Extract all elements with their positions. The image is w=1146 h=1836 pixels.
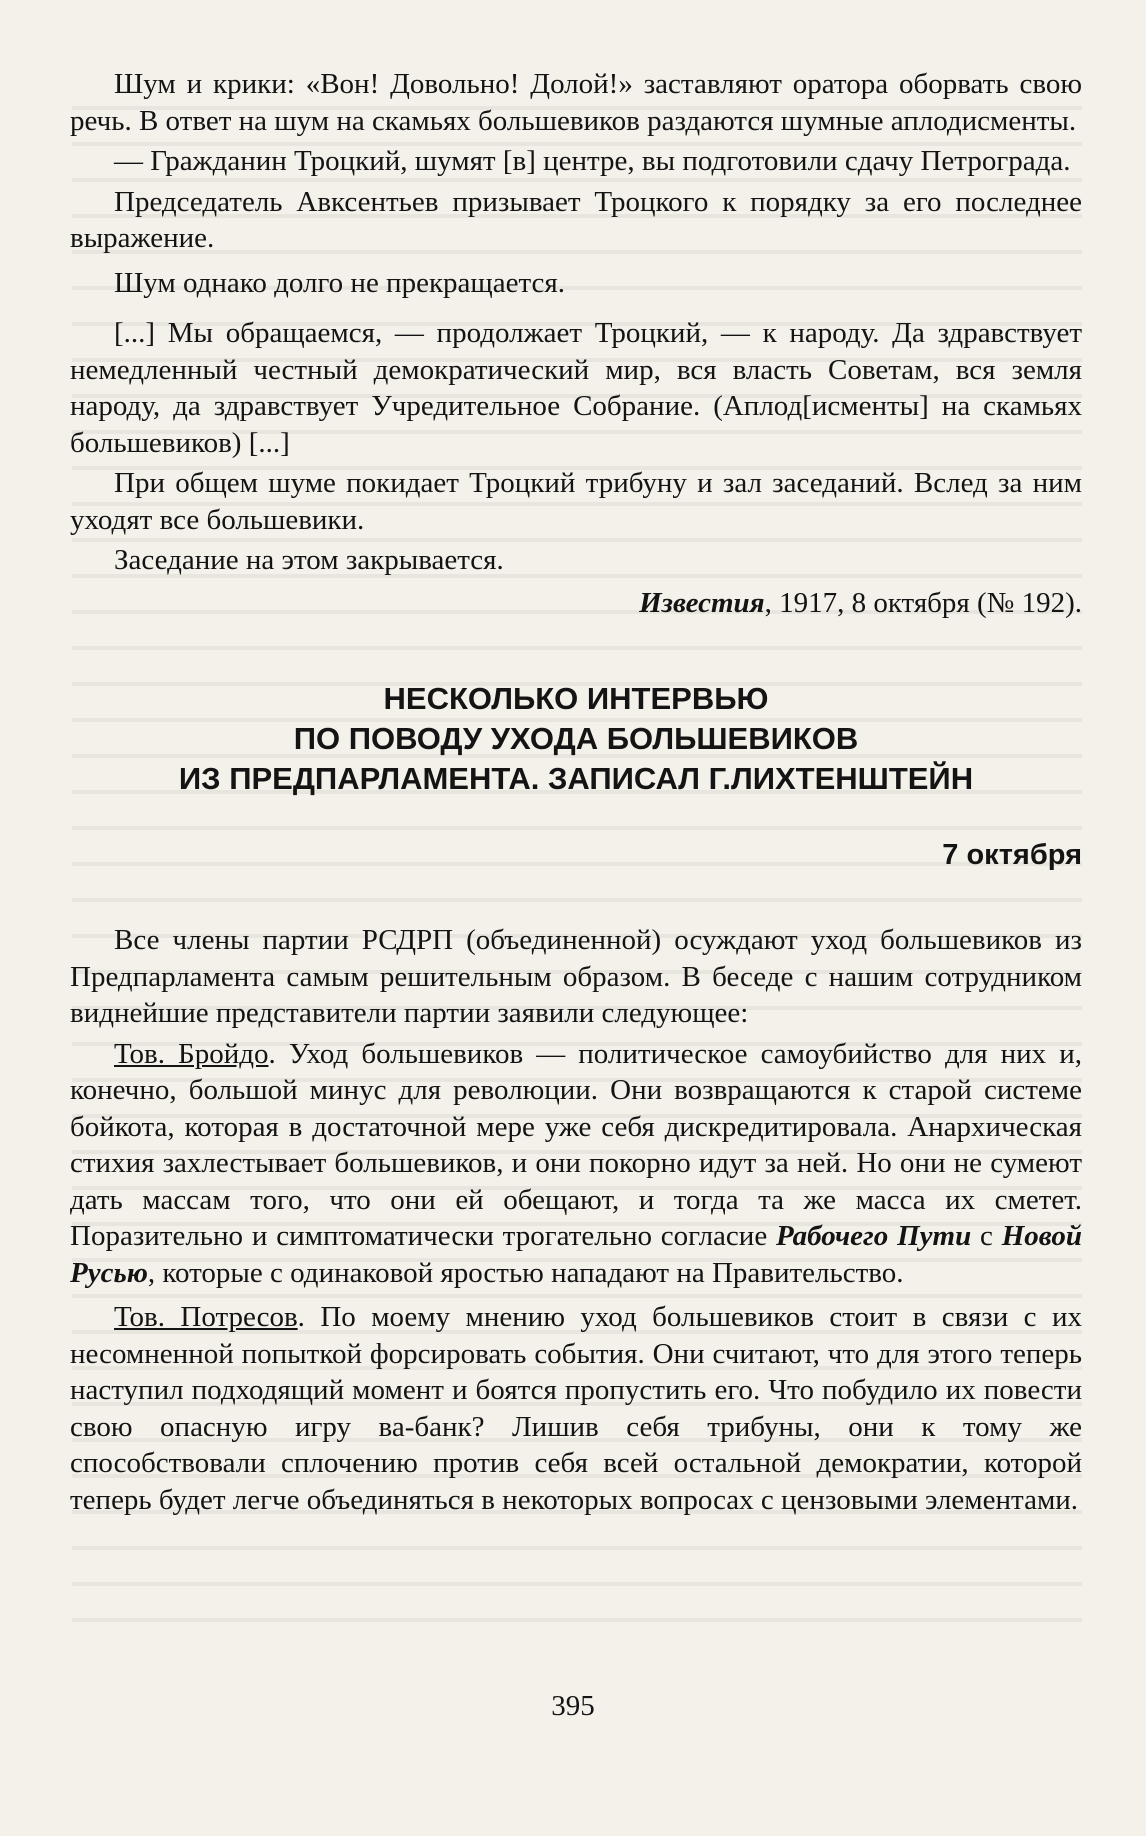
paragraph-trotsky-appeal: [...] Мы обращаемся, — продолжает Троцкий, — к народу. Да здравствует немедленный честный демократический мир, вся власть Советам, вся земля народу, да здравствует Учредительное Собрание. (Аплод[исменты] на скамьях большевиков) [...] [70, 317, 1082, 459]
paragraph-chairman: Председатель Авксентьев призывает Троцкого к порядку за его последнее выражение. [70, 185, 1082, 254]
heading-line: ПО ПОВОДУ УХОДА БОЛЬШЕВИКОВ [293, 721, 859, 756]
paragraph-noise: Шум и крики: «Вон! Довольно! Долой!» заставляют оратора оборвать свою речь. В ответ на шум на скамьях большевиков раздаются шумные аплодисменты. [70, 68, 1082, 137]
interview-text: . Уход большевиков — политическое самоубийство для них и, конечно, большой минус для революции. Они возвращаются к старой системе бойкота, которая в достаточной мере уже себя дискредитировала. Анархическая стихия захлестывает большевиков, и они покорно идут за ней. Но они не сумеют дать массам того, что они ей обещают, и тогда та же масса их сметет. Поразительно и симптоматически трогательно согласие [70, 1037, 1082, 1252]
interview-text: с [971, 1220, 1002, 1252]
heading-line: ИЗ ПРЕДПАРЛАМЕНТА. ЗАПИСАЛ Г.ЛИХТЕНШТЕЙН [178, 761, 974, 796]
speaker-name: Тов. Потресов [114, 1301, 298, 1333]
source-publication: Известия [639, 586, 765, 619]
interview-potresov [70, 1299, 1082, 1518]
source-citation [70, 585, 1082, 622]
page-number: 395 [551, 1690, 595, 1722]
source-details: , 1917, 8 октября (№ 192). [764, 586, 1082, 619]
paragraph-walkout: При общем шуме покидает Троцкий трибуну и зал заседаний. Вслед за ним уходят все большевики. [70, 467, 1082, 536]
paragraph-center-shout: — Гражданин Троцкий, шумят [в] центре, вы подготовили сдачу Петрограда. [114, 145, 1071, 177]
document-page [70, 66, 1082, 1518]
heading-line: НЕСКОЛЬКО ИНТЕРВЬЮ [383, 681, 769, 716]
publication-name: Новой Русью [70, 1220, 1082, 1289]
interview-text: , которые с одинаковой яростью нападают на Правительство. [147, 1256, 904, 1289]
paragraph-noise-continues: Шум однако долго не прекращается. [114, 266, 565, 299]
interview-broido [70, 1036, 1082, 1292]
section-date: 7 октября [942, 839, 1082, 871]
interview-text: . По моему мнению уход большевиков стоит в связи с их несомненной попыткой форсировать события. Они считают, что для этого теперь наступил подходящий момент и боятся пропустить его. Что побудило их повести свою опасную игру ва-банк? Лишив себя трибуны, они к тому же способствовали сплочению против себя всей остальной демократии, которой теперь будет легче объединяться в некоторых вопросах с цензовыми элементами. [70, 1301, 1082, 1516]
paragraph-session-closed: Заседание на этом закрывается. [114, 544, 504, 576]
section-heading [70, 679, 1082, 799]
speaker-name: Тов. Бройдо [114, 1037, 269, 1070]
publication-name: Рабочего Пути [776, 1220, 972, 1252]
paragraph-intro: Все члены партии РСДРП (объединенной) осуждают уход большевиков из Предпарламента самым решительным образом. В беседе с нашим сотрудником виднейшие представители партии заявили следующее: [70, 924, 1082, 1029]
